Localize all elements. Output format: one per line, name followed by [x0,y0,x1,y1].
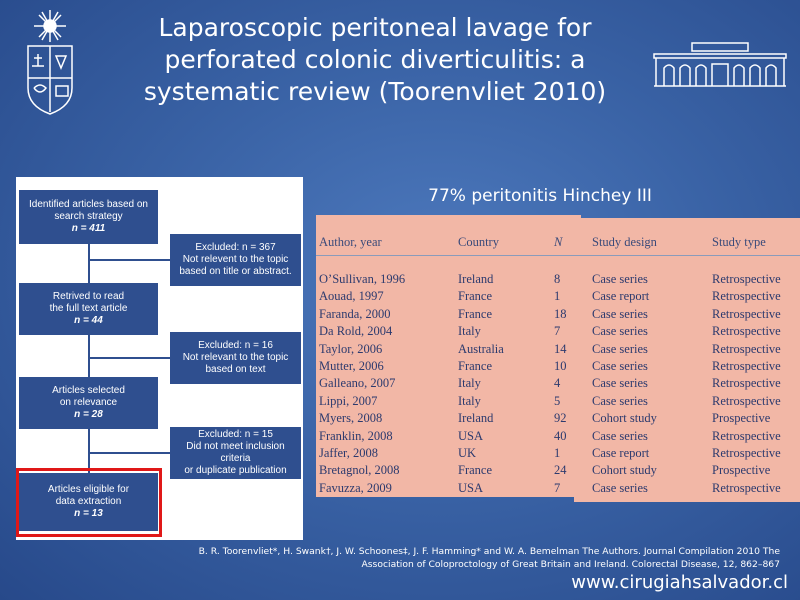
table-cell-author: Galleano, 2007 [319,376,396,391]
table-cell-author: Jaffer, 2008 [319,446,378,460]
column-header-country: Country [458,235,499,249]
table-cell-n: 7 [554,480,561,495]
flow-connector [88,357,170,359]
table-cell-n: 10 [554,359,567,373]
flow-box-selected [19,377,158,429]
flow-connector [88,452,170,454]
citation [130,545,780,571]
flow-text: Excluded: n = 367 [195,242,276,253]
table-cell-type: Retrospective [712,272,781,286]
flow-text: based on text [205,364,266,375]
table-cell-design: Case series [592,359,648,373]
flow-text: on relevance [59,397,118,408]
flow-text: based on title or abstract. [179,266,292,277]
table-cell-country: Italy [458,324,481,339]
flow-text: Not relevent to the topic [182,254,289,265]
flow-text: Articles eligible for [47,484,130,495]
study-table-right [574,218,800,502]
table-cell-country: France [458,289,493,304]
flow-box-excluded-3 [170,427,301,479]
table-cell-type: Prospective [712,411,771,426]
table-cell-n: 5 [554,393,561,408]
prisma-flowchart [16,177,303,540]
flow-text: Articles selected [52,385,125,396]
study-table-left [316,215,581,497]
table-cell-country: France [458,359,493,373]
table-cell-n: 18 [554,306,567,321]
table-cell-country: Ireland [458,411,494,426]
flow-text: or duplicate publication [184,465,287,476]
flow-text: Retrived to read [52,291,125,302]
flow-count: n = 44 [74,315,103,326]
column-header-n: N [554,235,563,249]
flow-box-retrieved [19,283,158,335]
flow-text: Identified articles based on [29,199,148,210]
table-cell-author: Aouad, 1997 [319,289,384,304]
flow-text: search strategy [54,211,123,222]
table-cell-country: Italy [458,376,481,391]
table-cell-country: Italy [458,393,481,408]
table-cell-type: Retrospective [712,446,781,460]
table-cell-design: Case report [592,446,650,460]
table-cell-n: 92 [554,411,567,426]
flow-box-excluded-2 [170,332,301,384]
table-cell-country: Ireland [458,272,494,286]
flow-connector [88,335,90,377]
table-cell-type: Retrospective [712,289,781,304]
flow-connector [88,244,90,283]
column-header-study-type: Study type [712,235,766,249]
flow-text: Did not meet inclusion criteria [186,441,285,464]
table-cell-author: O’Sullivan, 1996 [319,272,406,286]
flow-count: n = 411 [71,223,106,234]
table-rule [316,255,581,256]
table-cell-n: 1 [554,446,561,460]
table-cell-type: Retrospective [712,480,781,495]
highlight-box [16,468,162,537]
table-cell-author: Taylor, 2006 [319,341,383,356]
table-cell-country: Australia [458,341,504,356]
hinchey-note: 77% peritonitis Hinchey III [428,186,652,206]
table-cell-country: France [458,463,493,478]
website-url[interactable]: www.cirugiahsalvador.cl [571,572,788,593]
table-cell-design: Case series [592,324,648,339]
table-rule [574,255,800,256]
table-cell-n: 7 [554,324,561,339]
table-cell-design: Case series [592,428,648,443]
flow-text: Not relevant to the topic [182,352,289,363]
slide-title [95,12,655,108]
table-cell-n: 14 [554,341,567,356]
table-cell-n: 4 [554,376,561,391]
title-line-1: Laparoscopic peritoneal lavage for [158,13,592,42]
column-header-author: Author, year [319,235,382,249]
table-cell-author: Da Rold, 2004 [319,324,393,339]
table-cell-author: Myers, 2008 [319,411,383,426]
table-cell-n: 8 [554,272,561,286]
table-cell-author: Mutter, 2006 [319,359,384,373]
table-cell-type: Retrospective [712,324,781,339]
table-cell-n: 24 [554,463,567,478]
table-cell-n: 40 [554,428,567,443]
table-cell-type: Retrospective [712,359,781,373]
flow-text: data extraction [55,496,122,507]
column-header-study-design: Study design [592,235,657,249]
table-cell-design: Case series [592,341,648,356]
flow-text: Excluded: n = 15 [198,429,273,440]
table-cell-type: Retrospective [712,306,781,321]
flow-connector [88,429,90,473]
table-cell-type: Retrospective [712,428,781,443]
table-cell-country: USA [458,428,484,443]
table-cell-design: Case series [592,376,648,391]
flow-count: n = 13 [74,508,103,519]
table-cell-author: Bretagnol, 2008 [319,463,400,478]
table-cell-design: Case series [592,306,648,321]
title-line-3: systematic review (Toorenvliet 2010) [143,77,607,106]
flow-text: Excluded: n = 16 [198,340,273,351]
table-cell-type: Prospective [712,463,771,478]
flow-box-excluded-1 [170,234,301,286]
flow-box-identified [19,190,158,244]
table-cell-design: Case series [592,272,648,286]
table-cell-author: Favuzza, 2009 [319,480,392,495]
table-cell-type: Retrospective [712,393,781,408]
hospital-building-icon [652,40,788,90]
table-cell-country: UK [458,446,477,460]
table-cell-design: Cohort study [592,463,657,478]
citation-line-2: Association of Coloproctology of Great Britain and Ireland. Colorectal Disease, 12, 862–867 [361,559,780,570]
table-cell-design: Cohort study [592,411,657,426]
table-cell-type: Retrospective [712,341,781,356]
table-cell-author: Franklin, 2008 [319,428,393,443]
title-line-2: perforated colonic diverticulitis: a [164,45,586,74]
flow-count: n = 28 [74,409,103,420]
table-cell-author: Faranda, 2000 [319,306,391,321]
table-cell-design: Case series [592,393,648,408]
table-cell-n: 1 [554,289,561,304]
table-cell-type: Retrospective [712,376,781,391]
flow-text: the full text article [49,303,128,314]
table-cell-country: France [458,306,493,321]
flow-connector [88,259,170,261]
table-cell-author: Lippi, 2007 [319,393,378,408]
table-cell-design: Case report [592,289,650,304]
table-cell-country: USA [458,480,484,495]
table-cell-design: Case series [592,480,648,495]
university-crest-icon [22,8,78,116]
citation-line-1: B. R. Toorenvliet*, H. Swank†, J. W. Schoones‡, J. F. Hamming* and W. A. Bemelman The Authors. Journal Compilation 2010 The [198,546,780,557]
